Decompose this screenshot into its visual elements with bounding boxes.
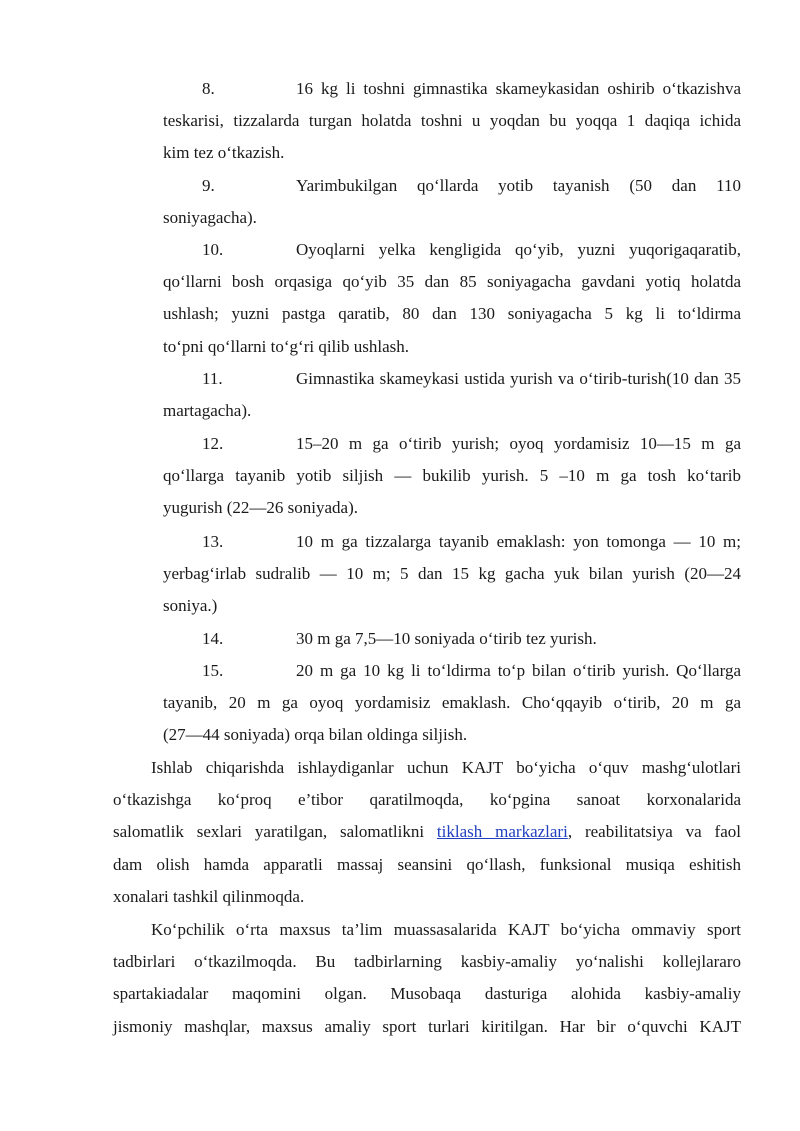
item-number: 15. — [202, 661, 224, 680]
paragraph-line: xonalari tashkil qilinmoqda. — [113, 886, 305, 906]
item-text-line: (27—44 soniyada) orqa bilan oldinga siljish. — [163, 725, 468, 745]
item-number: 13. — [202, 532, 224, 551]
list-item-10 — [163, 234, 741, 363]
rehabilitation-centers-link[interactable]: tiklash markazlari — [436, 822, 568, 842]
list-item-13 — [163, 526, 741, 623]
item-text-line: kim tez o‘tkazish. — [163, 143, 285, 163]
list-item-11 — [163, 363, 741, 427]
item-text-line: martagacha). — [163, 401, 252, 421]
item-text-line: Oyoqlarni yelka kengligida qo‘yib, yuzni yuqorigaqaratib, — [296, 240, 741, 259]
item-number: 14. — [202, 629, 224, 648]
item-text-line: tayanib, 20 m ga oyoq yordamisiz emaklash. Cho‘qqayib o‘tirib, 20 m ga — [163, 693, 741, 713]
paragraph-line: dam olish hamda apparatli massaj seansini qo‘llash, funksional musiqa eshitish — [113, 854, 741, 874]
item-number: 11. — [202, 369, 223, 388]
paragraph-line: spartakiadalar maqomini olgan. Musobaqa dasturiga alohida kasbiy-amaliy — [113, 984, 741, 1004]
item-text-line: 15–20 m ga o‘tirib yurish; oyoq yordamisiz 10—15 m ga — [296, 434, 741, 453]
paragraph-line: jismoniy mashqlar, maxsus amaliy sport turlari kiritilgan. Har bir o‘quvchi KAJT — [113, 1016, 741, 1036]
item-text-line: qo‘llarga tayanib yotib siljish — bukilib yurish. 5 –10 m ga tosh ko‘tarib — [163, 466, 741, 486]
paragraph-text: salomatlik sexlari yaratilgan, salomatlikni — [113, 822, 437, 842]
paragraph-line: Ko‘pchilik o‘rta maxsus ta’lim muassasalarida KAJT bo‘yicha ommaviy sport — [151, 920, 741, 939]
paragraph-production — [113, 752, 741, 913]
list-item-14 — [163, 623, 741, 655]
list-item-9 — [163, 170, 741, 234]
item-text-line: 30 m ga 7,5—10 soniyada o‘tirib tez yurish. — [296, 629, 597, 648]
list-item-8 — [163, 73, 741, 170]
paragraph-line: o‘tkazishga ko‘proq e’tibor qaratilmoqda, ko‘pgina sanoat korxonalarida — [113, 790, 741, 810]
list-item-15 — [163, 655, 741, 752]
item-text-line: qo‘llarni bosh orqasiga qo‘yib 35 dan 85 soniyagacha gavdani yotiq holatda — [163, 272, 741, 292]
paragraph-line: Ishlab chiqarishda ishlaydiganlar uchun KAJT bo‘yicha o‘quv mashg‘ulotlari — [151, 758, 741, 777]
item-text-line: 16 kg li toshni gimnastika skameykasidan oshirib o‘tkazishva — [296, 79, 741, 98]
list-item-12 — [163, 428, 741, 525]
item-text-line: Yarimbukilgan qo‘llarda yotib tayanish (50 dan 110 — [296, 176, 741, 195]
item-text-line: Gimnastika skameykasi ustida yurish va o‘tirib-turish(10 dan 35 — [296, 369, 741, 388]
item-text-line: soniyagacha). — [163, 208, 257, 228]
item-text-line: ushlash; yuzni pastga qaratib, 80 dan 130 soniyagacha 5 kg li to‘ldirma — [163, 304, 741, 324]
paragraph-line: tadbirlari o‘tkazilmoqda. Bu tadbirlarning kasbiy-amaliy yo‘nalishi kollejlararo — [113, 952, 741, 972]
item-text-line: teskarisi, tizzalarda turgan holatda toshni u yoqdan bu yoqqa 1 daqiqa ichida — [163, 111, 741, 131]
item-number: 12. — [202, 434, 224, 453]
item-text-line: yerbag‘irlab sudralib — 10 m; 5 dan 15 kg gacha yuk bilan yurish (20—24 — [163, 564, 741, 584]
item-text-line: soniya.) — [163, 596, 218, 616]
item-text-line: 20 m ga 10 kg li to‘ldirma to‘p bilan o‘tirib yurish. Qo‘llarga — [296, 661, 741, 680]
item-text-line: yugurish (22—26 soniyada). — [163, 498, 359, 518]
paragraph-colleges — [113, 914, 741, 1043]
item-number: 9. — [202, 176, 215, 195]
item-text-line: to‘pni qo‘llarni to‘g‘ri qilib ushlash. — [163, 336, 409, 356]
item-number: 8. — [202, 79, 215, 98]
paragraph-text: , reabilitatsiya va faol — [567, 822, 741, 842]
item-number: 10. — [202, 240, 224, 259]
item-text-line: 10 m ga tizzalarga tayanib emaklash: yon tomonga — 10 m; — [296, 532, 741, 551]
